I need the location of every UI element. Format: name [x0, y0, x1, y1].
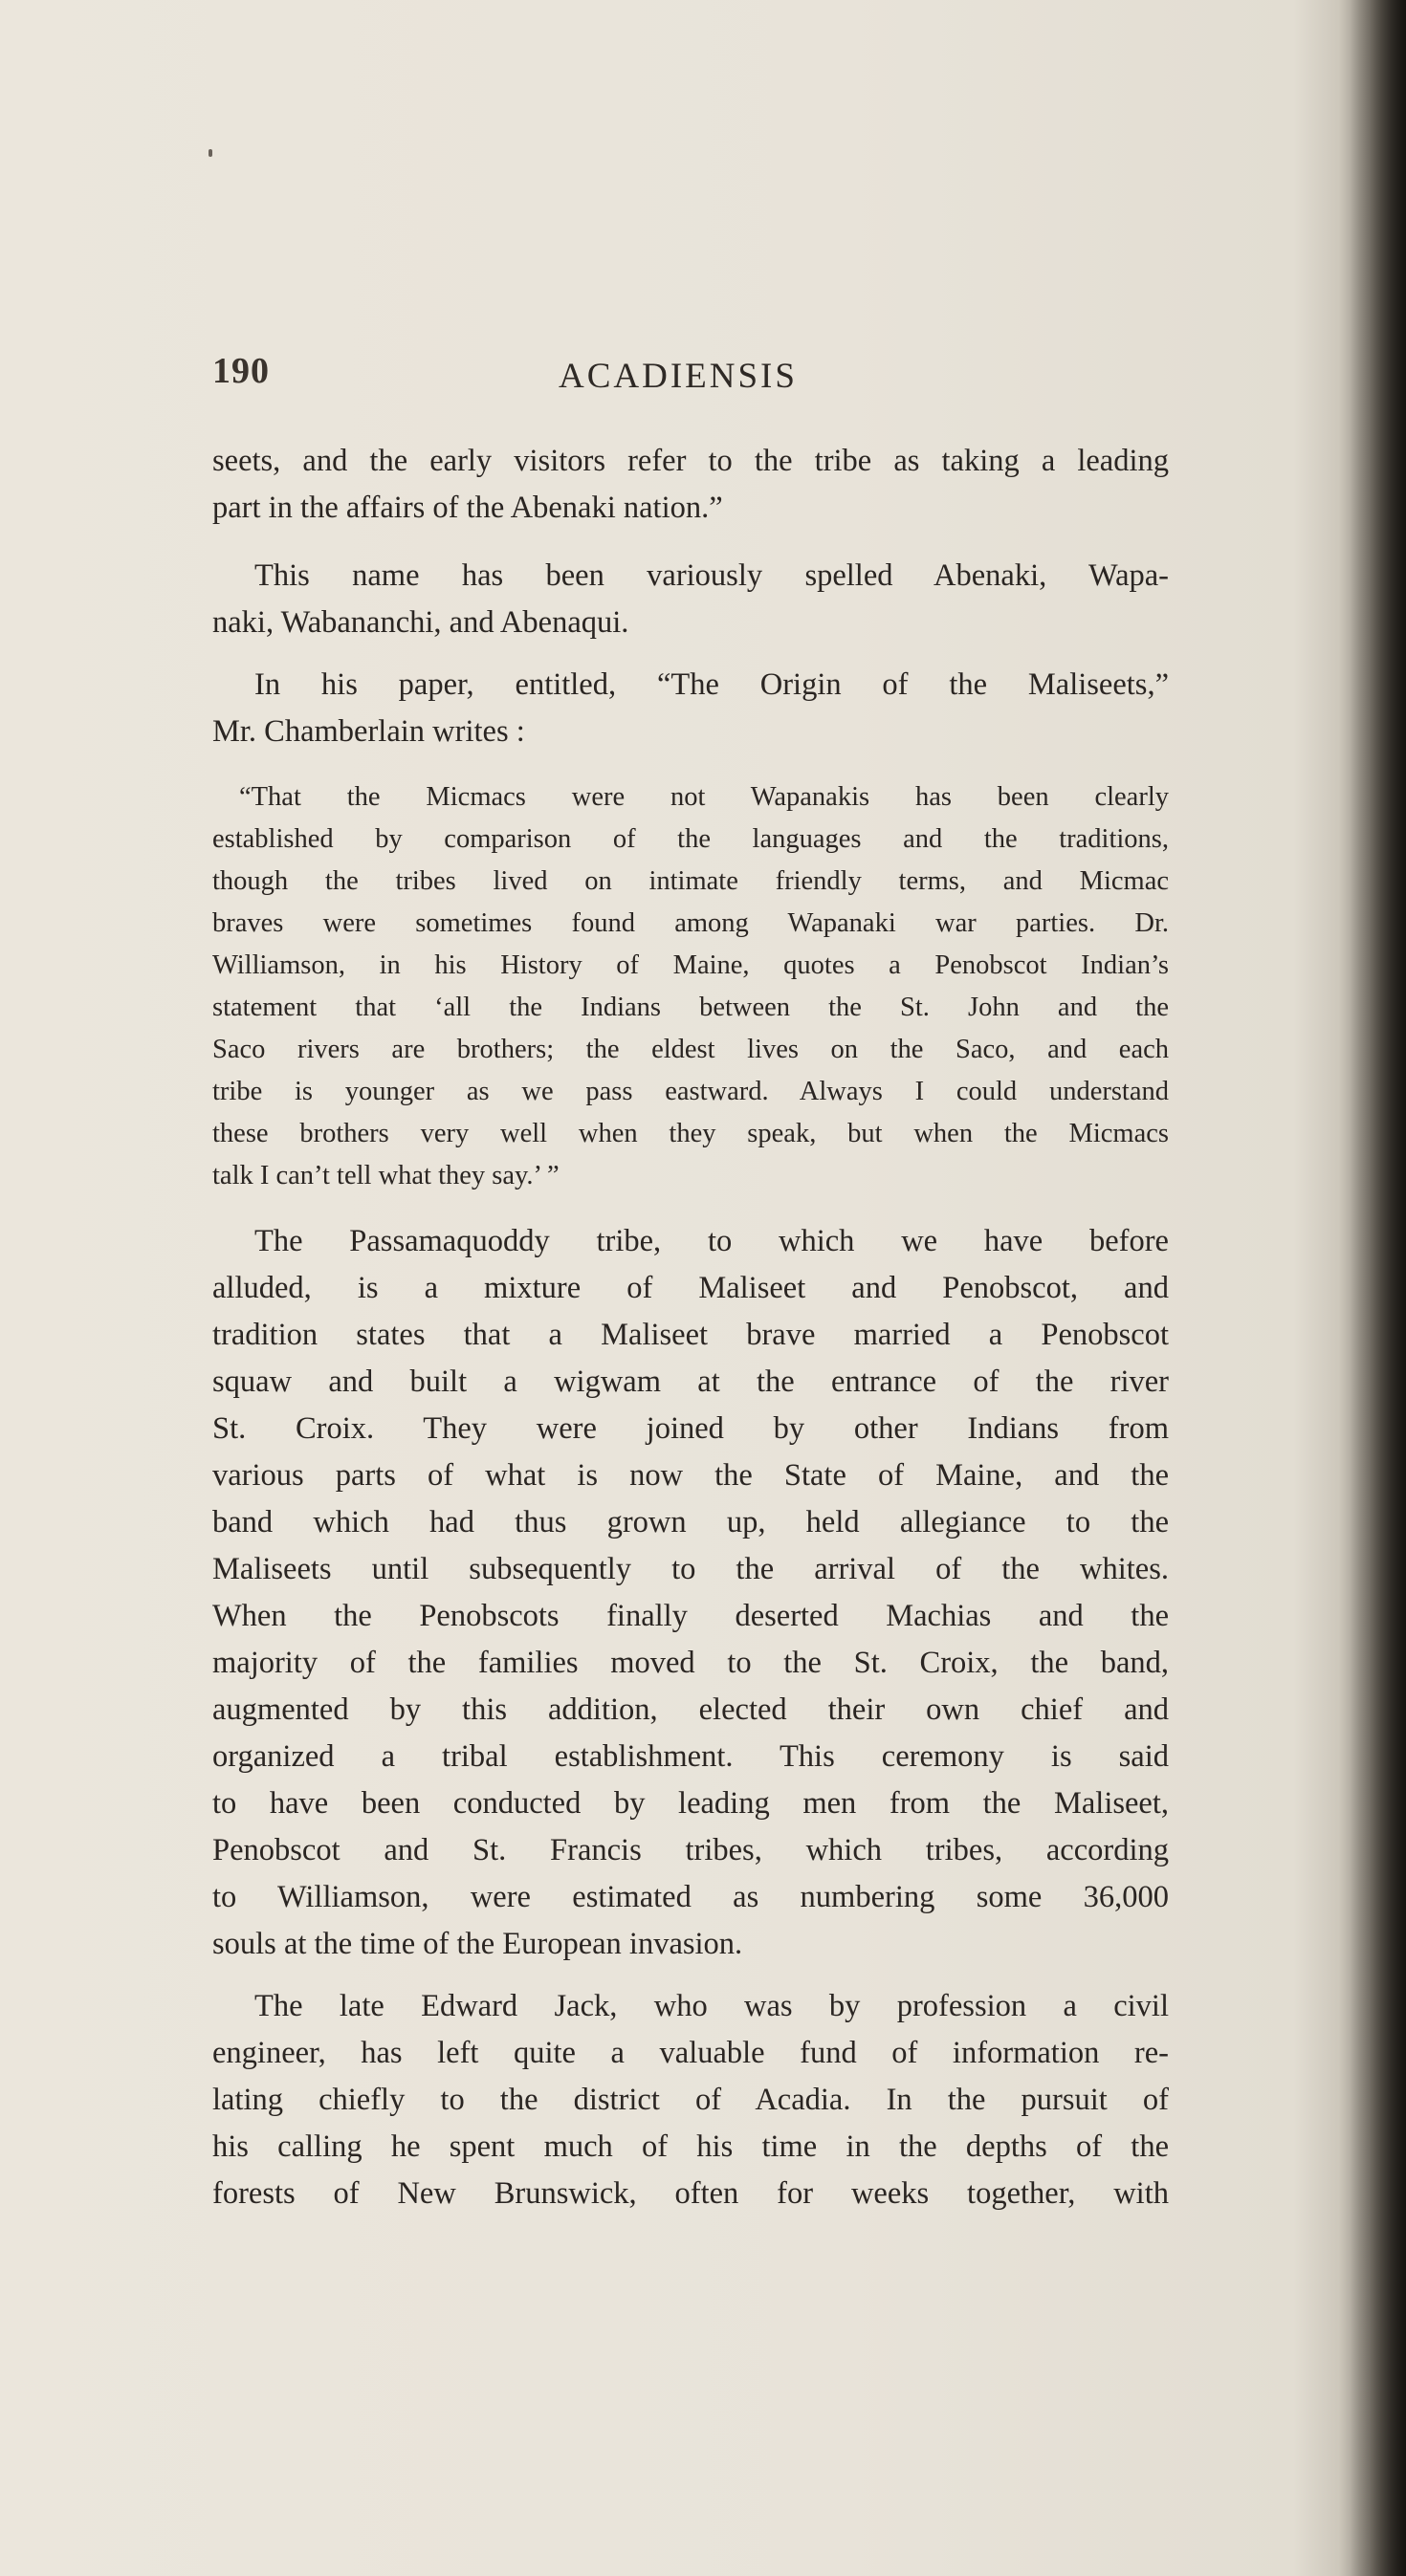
paragraph-gap	[212, 646, 1169, 662]
paragraph-gap	[212, 1197, 1169, 1218]
text-line: This name has been variously spelled Abenaki, Wapa-	[254, 558, 1169, 593]
quote-line: these brothers very well when they speak, but when the Micmacs	[212, 1119, 1169, 1148]
paragraph-spellings	[212, 553, 1169, 646]
paragraph-gap	[212, 532, 1169, 553]
page-gutter-shadow	[1339, 0, 1406, 2576]
quote-line: “That the Micmacs were not Wapanakis has been clearly	[239, 782, 1169, 812]
text-line: The late Edward Jack, who was by profession a civil	[254, 1989, 1169, 2023]
quote-line: statement that ‘all the Indians between the St. John and the	[212, 993, 1169, 1022]
quote-line: Saco rivers are brothers; the eldest lives on the Saco, and each	[212, 1035, 1169, 1064]
text-line: souls at the time of the European invasion.	[212, 1927, 743, 1961]
paragraph-gap	[212, 1968, 1169, 1983]
page-number: 190	[212, 351, 270, 391]
text-line: lating chiefly to the district of Acadia. In the pursuit of	[212, 2083, 1169, 2117]
block-quote	[212, 776, 1169, 1197]
text-line: St. Croix. They were joined by other Indians from	[212, 1411, 1169, 1446]
text-line: In his paper, entitled, “The Origin of the Maliseets,”	[254, 667, 1169, 702]
text-line: alluded, is a mixture of Maliseet and Penobscot, and	[212, 1271, 1169, 1305]
text-line: When the Penobscots finally deserted Machias and the	[212, 1599, 1169, 1633]
text-line: organized a tribal establishment. This ceremony is said	[212, 1739, 1169, 1774]
text-line: to have been conducted by leading men from the Maliseet,	[212, 1786, 1169, 1821]
body-text	[212, 438, 1169, 2217]
quote-line: braves were sometimes found among Wapanaki war parties. Dr.	[212, 908, 1169, 938]
paragraph-gap	[212, 755, 1169, 776]
paragraph-chamberlain	[212, 662, 1169, 755]
page-header	[212, 350, 1169, 407]
quote-line: tribe is younger as we pass eastward. Always I could understand	[212, 1077, 1169, 1106]
text-line: band which had thus grown up, held allegiance to the	[212, 1505, 1169, 1539]
text-line: Penobscot and St. Francis tribes, which tribes, according	[212, 1833, 1169, 1867]
paper-speck	[209, 149, 212, 157]
running-title: ACADIENSIS	[559, 357, 798, 396]
quote-line: though the tribes lived on intimate friendly terms, and Micmac	[212, 866, 1169, 896]
text-line: augmented by this addition, elected their own chief and	[212, 1692, 1169, 1727]
text-line: various parts of what is now the State of Maine, and the	[212, 1458, 1169, 1493]
text-line: Maliseets until subsequently to the arrival of the whites.	[212, 1552, 1169, 1586]
text-line: part in the affairs of the Abenaki nation.”	[212, 491, 723, 525]
quote-line: Williamson, in his History of Maine, quotes a Penobscot Indian’s	[212, 950, 1169, 980]
text-line: The Passamaquoddy tribe, to which we have before	[254, 1224, 1169, 1258]
text-line: forests of New Brunswick, often for weeks together, with	[212, 2176, 1169, 2211]
text-line: engineer, has left quite a valuable fund of information re-	[212, 2036, 1169, 2070]
text-line: squaw and built a wigwam at the entrance of the river	[212, 1364, 1169, 1399]
quote-line: talk I can’t tell what they say.’ ”	[212, 1161, 560, 1190]
text-line: to Williamson, were estimated as numbering some 36,000	[212, 1880, 1169, 1914]
text-line: majority of the families moved to the St. Croix, the band,	[212, 1646, 1169, 1680]
paragraph-continuation	[212, 438, 1169, 532]
quote-line: established by comparison of the languages and the traditions,	[212, 824, 1169, 854]
text-line: seets, and the early visitors refer to the tribe as taking a leading	[212, 444, 1169, 478]
text-line: tradition states that a Maliseet brave married a Penobscot	[212, 1318, 1169, 1352]
paragraph-passamaquoddy	[212, 1218, 1169, 1968]
text-line: naki, Wabananchi, and Abenaqui.	[212, 605, 629, 640]
text-line: Mr. Chamberlain writes :	[212, 714, 525, 749]
paragraph-edward-jack	[212, 1983, 1169, 2217]
text-line: his calling he spent much of his time in the depths of the	[212, 2129, 1169, 2164]
